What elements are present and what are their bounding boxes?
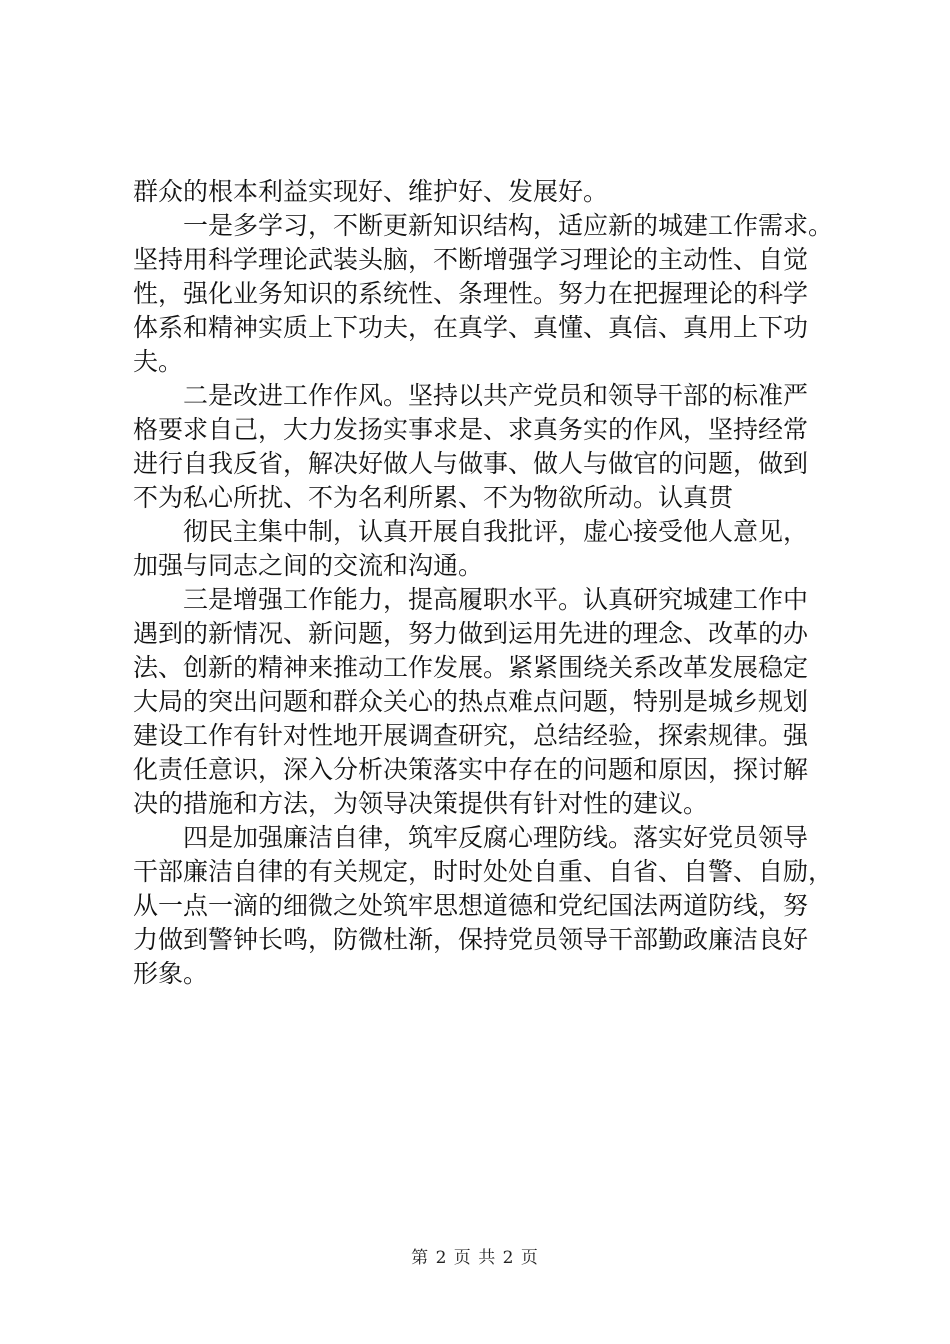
text-line: 从一点一滴的细微之处筑牢思想道德和党纪国法两道防线，努: [133, 891, 809, 920]
text-line: 群众的根本利益实现好、维护好、发展好。: [133, 177, 609, 206]
text-line: 一是多学习，不断更新知识结构，适应新的城建工作需求。: [183, 211, 833, 240]
text-line: 化责任意识，深入分析决策落实中存在的问题和原因，探讨解: [133, 755, 809, 784]
text-line: 进行自我反省，解决好做人与做事、做人与做官的问题，做到: [133, 449, 809, 478]
text-line: 加强与同志之间的交流和沟通。: [133, 551, 484, 580]
document-body: [133, 175, 833, 991]
text-line: 彻民主集中制，认真开展自我批评，虚心接受他人意见，: [183, 517, 809, 546]
text-line: 三是增强工作能力，提高履职水平。认真研究城建工作中: [183, 585, 809, 614]
text-line: 干部廉洁自律的有关规定，时时处处自重、自省、自警、自励，: [133, 857, 833, 886]
page-footer: 第 2 页 共 2 页: [411, 1248, 539, 1268]
text-line: 法、创新的精神来推动工作发展。紧紧围绕关系改革发展稳定: [133, 653, 809, 682]
text-line: 二是改进工作作风。坚持以共产党员和领导干部的标准严: [183, 381, 809, 410]
text-line: 遇到的新情况、新问题，努力做到运用先进的理念、改革的办: [133, 619, 809, 648]
text-line: 格要求自己，大力发扬实事求是、求真务实的作风，坚持经常: [133, 415, 809, 444]
text-line: 不为私心所扰、不为名利所累、不为物欲所动。认真贯: [133, 483, 734, 512]
text-line: 四是加强廉洁自律，筑牢反腐心理防线。落实好党员领导: [183, 823, 809, 852]
text-line: 夫。: [133, 347, 184, 376]
text-line: 力做到警钟长鸣，防微杜渐，保持党员领导干部勤政廉洁良好: [133, 925, 809, 954]
text-line: 大局的突出问题和群众关心的热点难点问题，特别是城乡规划: [133, 687, 809, 716]
text-line: 体系和精神实质上下功夫，在真学、真懂、真信、真用上下功: [133, 313, 809, 342]
text-line: 坚持用科学理论武装头脑，不断增强学习理论的主动性、自觉: [133, 245, 809, 274]
text-line: 形象。: [133, 959, 209, 988]
text-line: 建设工作有针对性地开展调查研究，总结经验，探索规律。强: [133, 721, 809, 750]
text-line: 性，强化业务知识的系统性、条理性。努力在把握理论的科学: [133, 279, 809, 308]
text-line: 决的措施和方法，为领导决策提供有针对性的建议。: [133, 789, 709, 818]
